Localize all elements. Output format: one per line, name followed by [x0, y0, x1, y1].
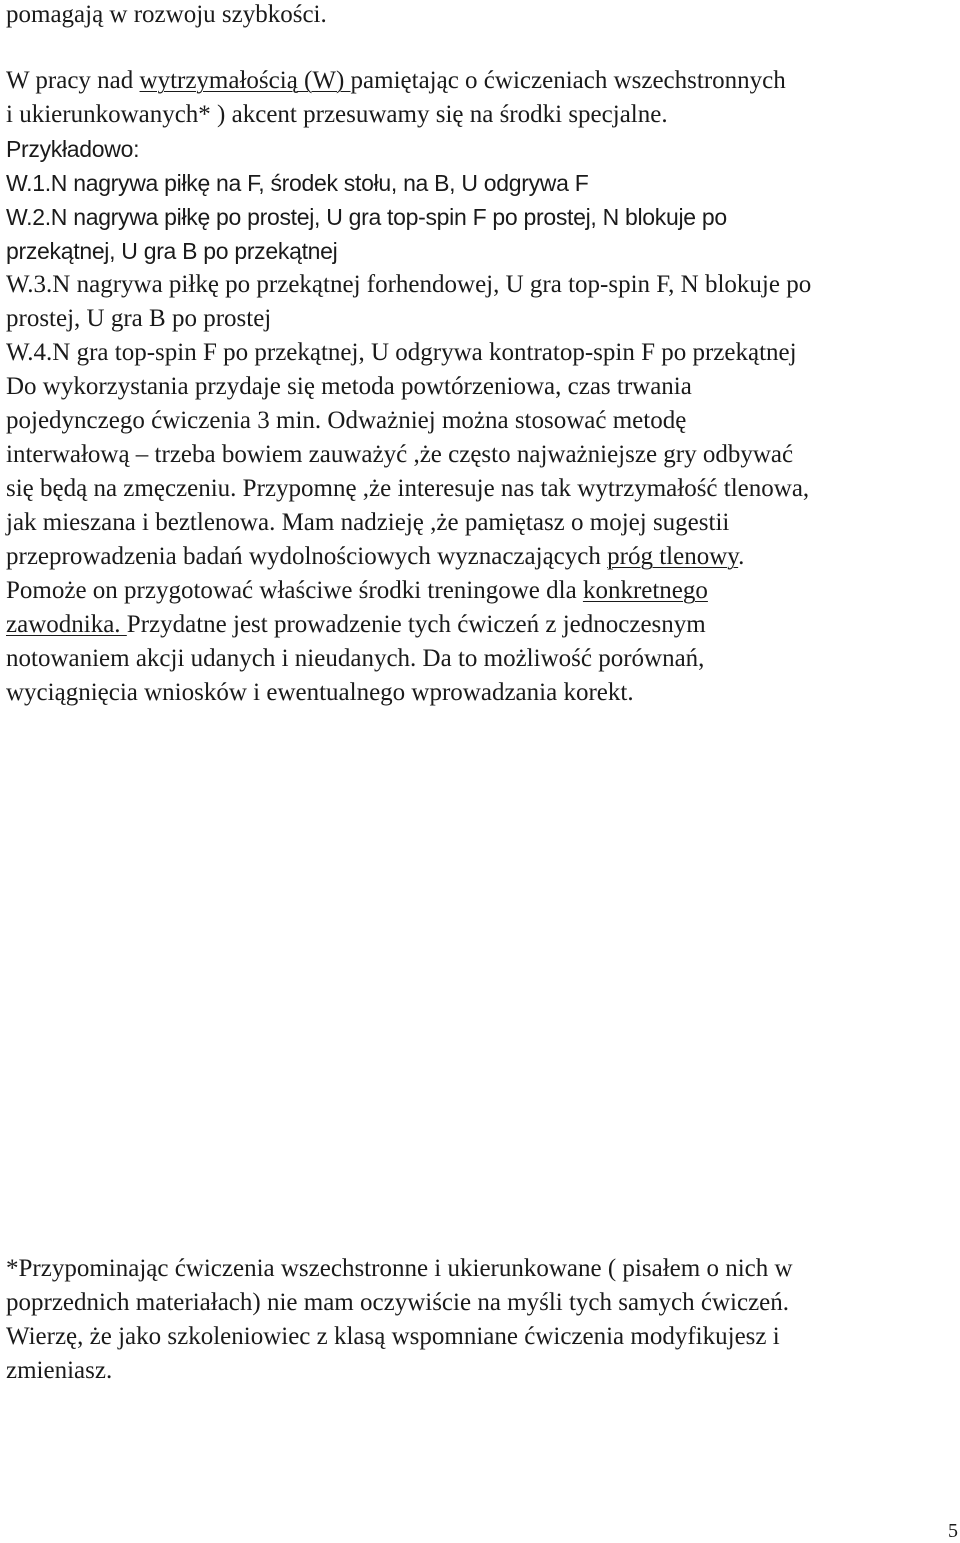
body-line-8	[6, 608, 811, 642]
exercise-w4: W.4.N gra top-spin F po przekątnej, U odgrywa kontratop-spin F po przekątnej	[6, 339, 797, 366]
exercise-w2-line-1: W.2.N nagrywa piłkę po prostej, U gra top-spin F po prostej, N blokuje po	[6, 204, 727, 230]
body-line-5: jak mieszana i beztlenowa. Mam nadzieję ,że pamiętasz o mojej sugestii	[6, 509, 730, 536]
underlined-zawodnika: zawodnika.	[6, 611, 127, 638]
body-line-9: notowaniem akcji udanych i nieudanych. Da to możliwość porównań,	[6, 645, 705, 672]
intro-line-2: i ukierunkowanych* ) akcent przesuwamy się na środki specjalne.	[6, 101, 668, 128]
body-line-6-end: .	[738, 543, 745, 570]
exercise-w2-line-2: przekątnej, U gra B po przekątnej	[6, 238, 338, 264]
body-line-3: interwałową – trzeba bowiem zauważyć ,że często najważniejsze gry odbywać	[6, 441, 794, 468]
page-number: 5	[948, 1520, 958, 1542]
continuation-block	[6, 0, 327, 32]
footnote	[6, 1252, 793, 1388]
body-line-4: się będą na zmęczeniu. Przypomnę ,że interesuje nas tak wytrzymałość tlenowa,	[6, 475, 810, 502]
intro-line-1	[6, 64, 811, 98]
footnote-line-4: zmieniasz.	[6, 1357, 113, 1384]
underlined-prog-tlenowy: próg tlenowy	[607, 543, 739, 570]
intro-underlined-term: wytrzymałością (W)	[139, 67, 351, 94]
body-line-8-text: Przydatne jest prowadzenie tych ćwiczeń z jednoczesnym	[126, 611, 706, 638]
body-line-1: Do wykorzystania przydaje się metoda powtórzeniowa, czas trwania	[6, 373, 692, 400]
exercise-w1: W.1.N nagrywa piłkę na F, środek stołu, na B, U odgrywa F	[6, 170, 589, 196]
first-line: pomagają w rozwoju szybkości.	[6, 1, 327, 28]
exercise-w3-line-2: prostej, U gra B po prostej	[6, 305, 272, 332]
intro-text-b: pamiętając o ćwiczeniach wszechstronnych	[350, 67, 786, 94]
intro-text-a: W pracy nad	[6, 67, 140, 94]
main-content	[6, 64, 811, 710]
body-line-2: pojedynczego ćwiczenia 3 min. Odważniej można stosować metodę	[6, 407, 687, 434]
footnote-line-1: *Przypominając ćwiczenia wszechstronne i ukierunkowane ( pisałem o nich w	[6, 1255, 793, 1282]
footnote-line-3: Wierzę, że jako szkoleniowiec z klasą wspomniane ćwiczenia modyfikujesz i	[6, 1323, 780, 1350]
intro-line-3: Przykładowo:	[6, 136, 140, 162]
body-line-10: wyciągnięcia wniosków i ewentualnego wprowadzania korekt.	[6, 679, 634, 706]
exercise-w3-line-1: W.3.N nagrywa piłkę po przekątnej forhendowej, U gra top-spin F, N blokuje po	[6, 271, 812, 298]
body-line-7	[6, 574, 811, 608]
body-line-6	[6, 540, 811, 574]
body-line-7-text: Pomoże on przygotować właściwe środki treningowe dla	[6, 577, 583, 604]
body-line-6-text: przeprowadzenia badań wydolnościowych wyznaczających	[6, 543, 608, 570]
underlined-konkretnego: konkretnego	[582, 577, 708, 604]
footnote-line-2: poprzednich materiałach) nie mam oczywiście na myśli tych samych ćwiczeń.	[6, 1289, 790, 1316]
